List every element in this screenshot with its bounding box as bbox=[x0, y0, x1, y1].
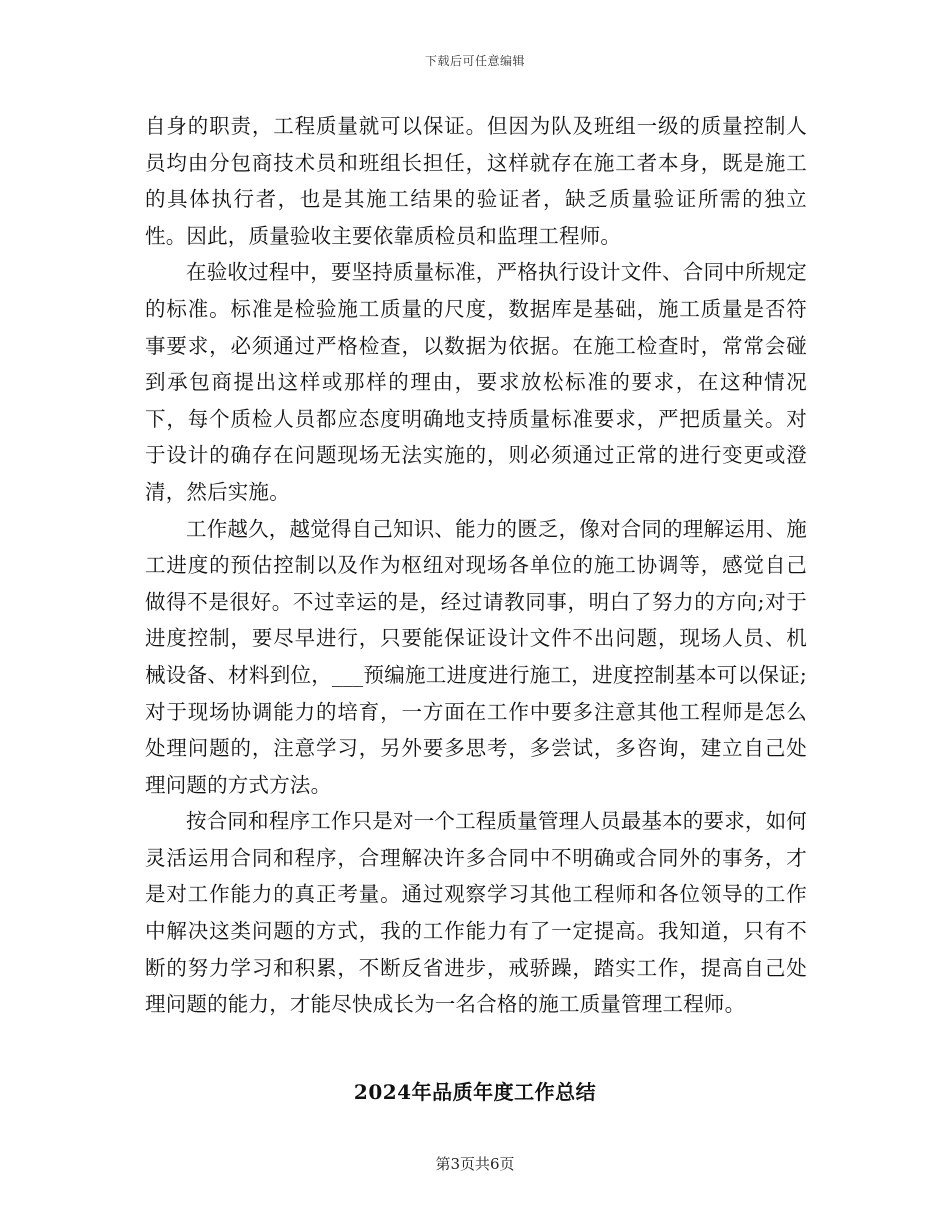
paragraph-continuation: 自身的职责，工程质量就可以保证。但因为队及班组一级的质量控制人员均由分包商技术员和班组长担任，这样就存在施工者本身，既是施工的具体执行者，也是其施工结果的验证者，缺乏质量验证所需的独立性。因此，质量验收主要依靠质检员和监理工程师。 bbox=[145, 114, 807, 248]
section-title: 2024年品质年度工作总结 bbox=[353, 1080, 597, 1104]
paragraph-contract-procedure: 按合同和程序工作只是对一个工程质量管理人员最基本的要求，如何灵活运用合同和程序，合理解决许多合同中不明确或合同外的事务，才是对工作能力的真正考量。通过观察学习其他工程师和各位领导的工作中解决这类问题的方式，我的工作能力有了一定提高。我知道，只有不断的努力学习和积累，不断反省进步，戒骄躁，踏实工作，提高自己处理问题的能力，才能尽快成长为一名合格的施工质量管理工程师。 bbox=[145, 809, 807, 1017]
paragraph-acceptance-standards: 在验收过程中，要坚持质量标准，严格执行设计文件、合同中所规定的标准。标准是检验施工质量的尺度，数据库是基础，施工质量是否符事要求，必须通过严格检查，以数据为依据。在施工检查时，常常会碰到承包商提出这样或那样的理由，要求放松标准的要求，在这种情况下，每个质检人员都应态度明确地支持质量标准要求，严把质量关。对于设计的确存在问题现场无法实施的，则必须通过正常的进行变更或澄清，然后实施。 bbox=[145, 260, 807, 504]
page-number: 第3页共6页 bbox=[435, 1155, 515, 1173]
document-body bbox=[145, 108, 807, 1023]
paragraph-self-improvement: 工作越久，越觉得自己知识、能力的匮乏，像对合同的理解运用、施工进度的预估控制以及作为枢纽对现场各单位的施工协调等，感觉自己做得不是很好。不过幸运的是，经过请教同事，明白了努力的方向;对于进度控制，要尽早进行，只要能保证设计文件不出问题，现场人员、机械设备、材料到位，___预编施工进度进行施工，进度控制基本可以保证;对于现场协调能力的培育，一方面在工作中要多注意其他工程师是怎么处理问题的，注意学习，另外要多思考，多尝试，多咨询，建立自己处理问题的方式方法。 bbox=[145, 516, 807, 797]
header-note: 下载后可任意编辑 bbox=[424, 54, 525, 68]
